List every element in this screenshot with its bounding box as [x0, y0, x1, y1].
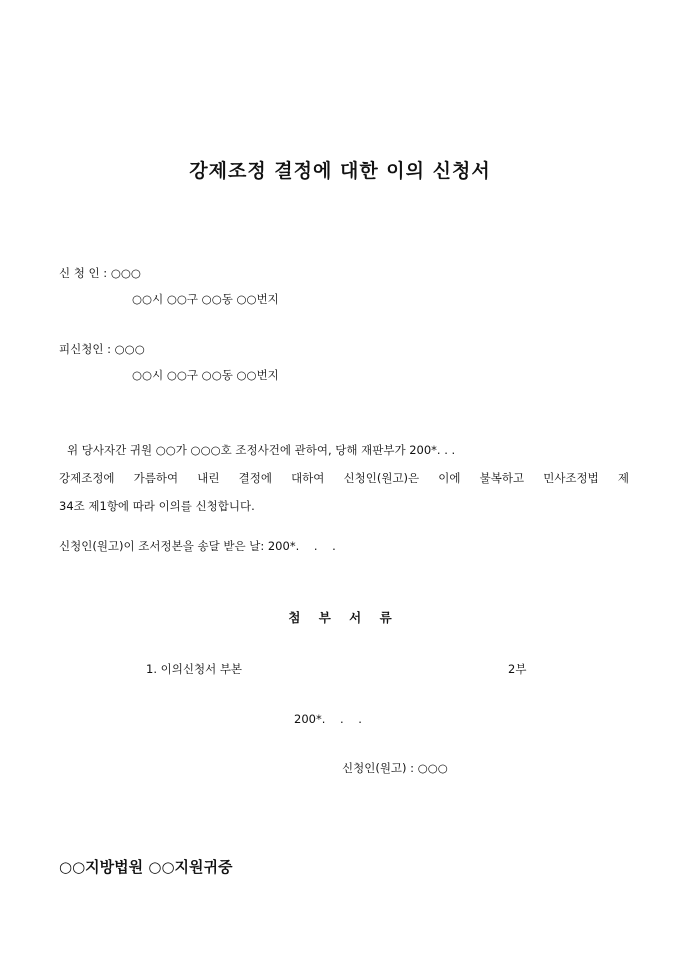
court-addressee: ○○지방법원 ○○지원귀중: [59, 858, 233, 876]
attachment-item-count: 2부: [508, 662, 527, 676]
date-line: 200*. . .: [294, 712, 362, 726]
applicant-address: ○○시 ○○구 ○○동 ○○번지: [132, 292, 279, 306]
body-paragraph: [59, 436, 629, 520]
body-line-1: 위 당사자간 귀원 ○○가 ○○○호 조정사건에 관하여, 당해 재판부가 200*. . .: [67, 443, 456, 457]
attachments-heading: 첨 부 서 류: [288, 610, 392, 625]
applicant-label: 신 청 인 : ○○○: [59, 266, 141, 280]
body-line-2: 강제조정에 가름하여 내린 결정에 대하여 신청인(원고)은 이에 불복하고 민사조정법 제: [59, 471, 629, 485]
attachment-item-name: 1. 이의신청서 부본: [146, 662, 243, 676]
served-date-line: 신청인(원고)이 조서정본을 송달 받은 날: 200*. . .: [59, 539, 336, 553]
body-line-3: 34조 제1항에 따라 이의를 신청합니다.: [59, 499, 255, 513]
document-title: 강제조정 결정에 대한 이의 신청서: [189, 160, 491, 182]
respondent-address: ○○시 ○○구 ○○동 ○○번지: [132, 368, 279, 382]
respondent-label: 피신청인 : ○○○: [59, 342, 145, 356]
signature-line: 신청인(원고) : ○○○: [342, 761, 448, 775]
